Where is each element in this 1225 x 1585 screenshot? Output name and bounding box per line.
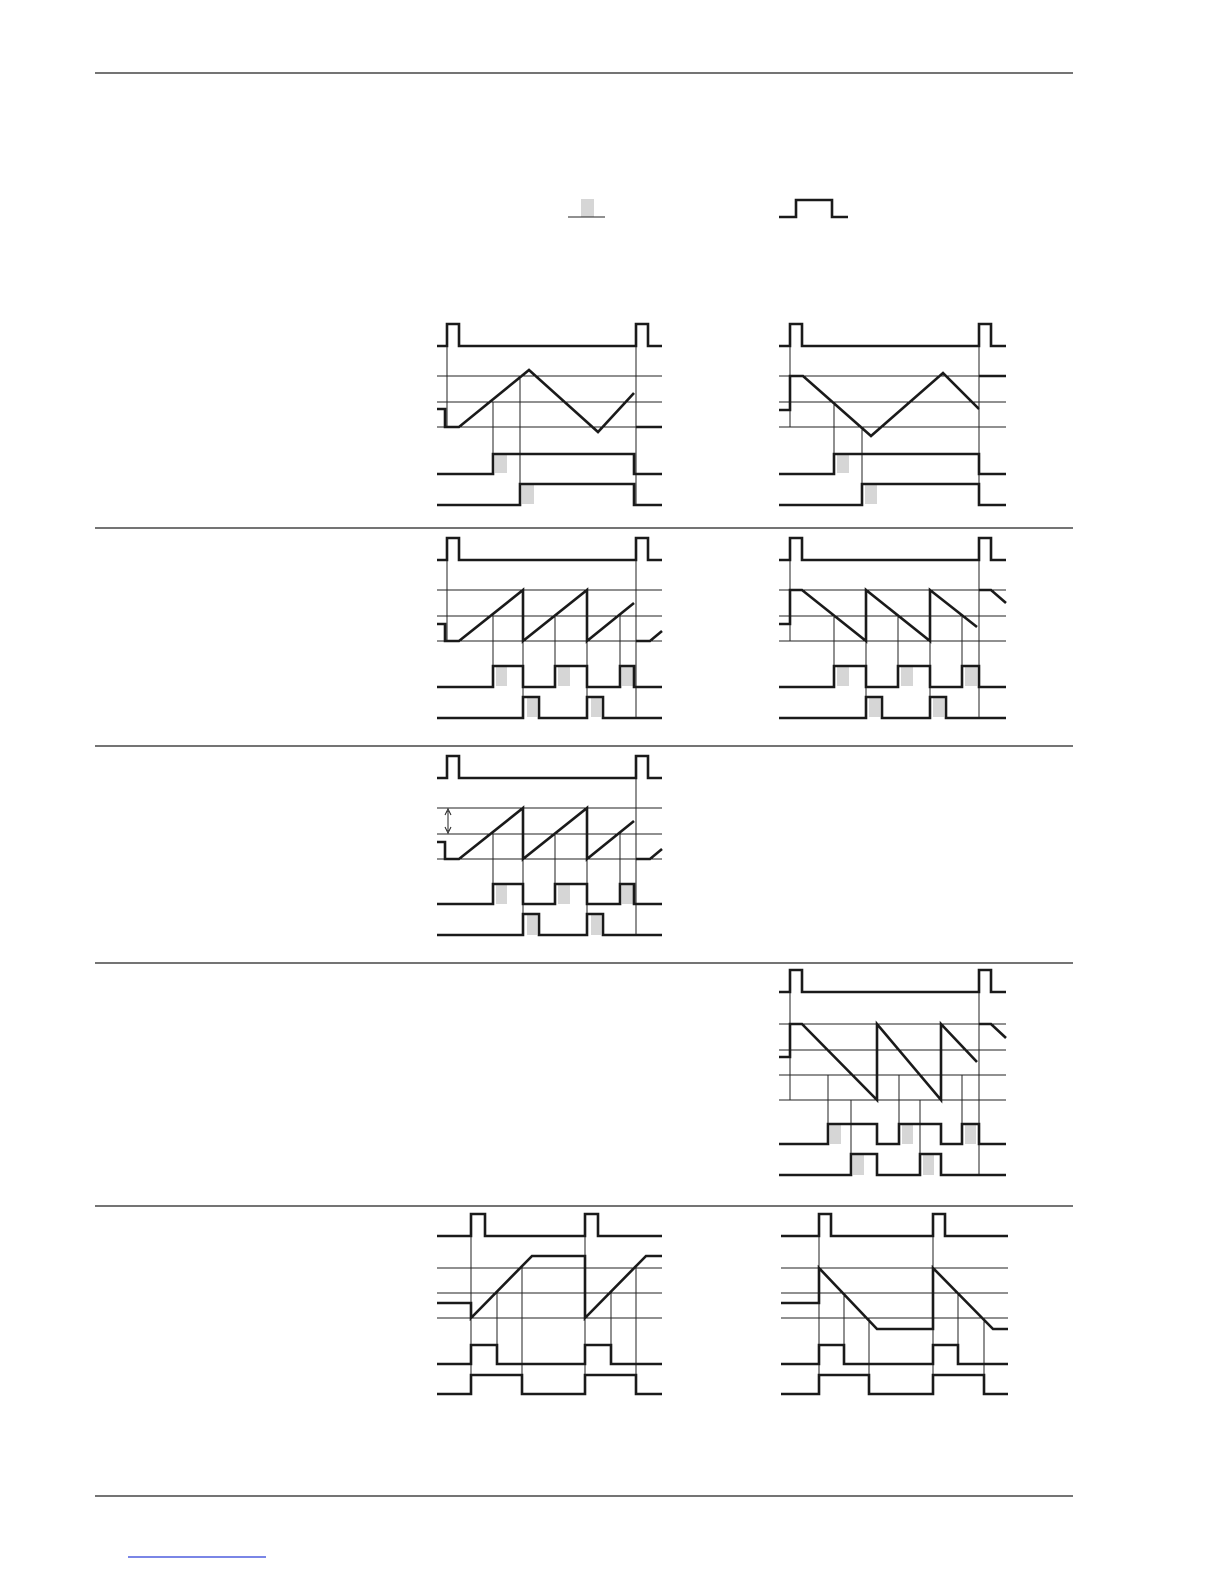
clock-input-trace [437, 538, 662, 560]
counter-reset-trace [636, 631, 662, 641]
output-2-trace [437, 914, 662, 935]
square-pulse-icon [779, 200, 848, 217]
output-shade [522, 485, 534, 504]
output-shade [527, 915, 537, 935]
output-2-trace [437, 484, 662, 505]
output-shade [853, 1155, 864, 1175]
diagram-row3-left [437, 756, 662, 935]
output-shade [591, 697, 601, 717]
output-shade [622, 885, 633, 904]
output-shade [496, 667, 507, 686]
counter-value-trace [779, 1024, 977, 1100]
legend [568, 199, 848, 217]
counter-value-trace [437, 370, 634, 432]
clock-input-trace [779, 324, 1006, 346]
output-1-trace [437, 1345, 662, 1364]
output-shade [965, 1125, 976, 1144]
output-shade [902, 1125, 913, 1144]
shaded-pulse-icon [568, 199, 605, 217]
output-shade [830, 1125, 841, 1144]
counter-value-trace [781, 1268, 1008, 1329]
output-1-trace [437, 454, 662, 474]
output-2-trace [779, 484, 1006, 505]
output-shade [933, 697, 944, 717]
clock-input-trace [779, 538, 1006, 560]
square-pulse-trace [779, 200, 848, 217]
output-shade [901, 667, 913, 686]
diagram-row2-left [437, 538, 662, 718]
output-shade [622, 667, 633, 686]
counter-reset-trace [636, 849, 662, 859]
output-2-trace [779, 697, 1006, 718]
counter-reset-trace [979, 590, 1006, 603]
output-shade [558, 885, 570, 904]
output-shade [495, 455, 507, 473]
clock-input-trace [437, 324, 662, 346]
counter-reset-trace [979, 1024, 1006, 1038]
shaded-pulse-fill [581, 199, 594, 217]
output-shade [496, 885, 507, 904]
output-shade [923, 1155, 934, 1175]
output-shade [837, 667, 849, 686]
clock-input-trace [781, 1214, 1008, 1236]
double-arrow-icon [445, 809, 451, 833]
output-shade [965, 667, 977, 686]
clock-input-trace [779, 970, 1006, 992]
output-shade [527, 697, 537, 717]
diagram-row4-right [779, 970, 1006, 1175]
diagram-row2-right [779, 538, 1006, 718]
clock-input-trace [437, 1214, 662, 1236]
output-shade [837, 455, 849, 473]
output-1-trace [779, 454, 1006, 474]
diagram-row1-right [779, 324, 1006, 505]
diagram-row5-left [437, 1214, 662, 1394]
output-shade [865, 485, 877, 504]
output-shade [869, 697, 880, 717]
diagram-row1-left [437, 324, 662, 505]
output-shade [558, 667, 570, 686]
clock-input-trace [437, 756, 662, 778]
output-2-trace [779, 1154, 1006, 1175]
output-shade [591, 915, 601, 935]
output-2-trace [437, 1375, 662, 1394]
output-2-trace [781, 1375, 1008, 1394]
output-2-trace [437, 697, 662, 718]
diagram-row5-right [781, 1214, 1008, 1394]
output-1-trace [781, 1345, 1008, 1364]
